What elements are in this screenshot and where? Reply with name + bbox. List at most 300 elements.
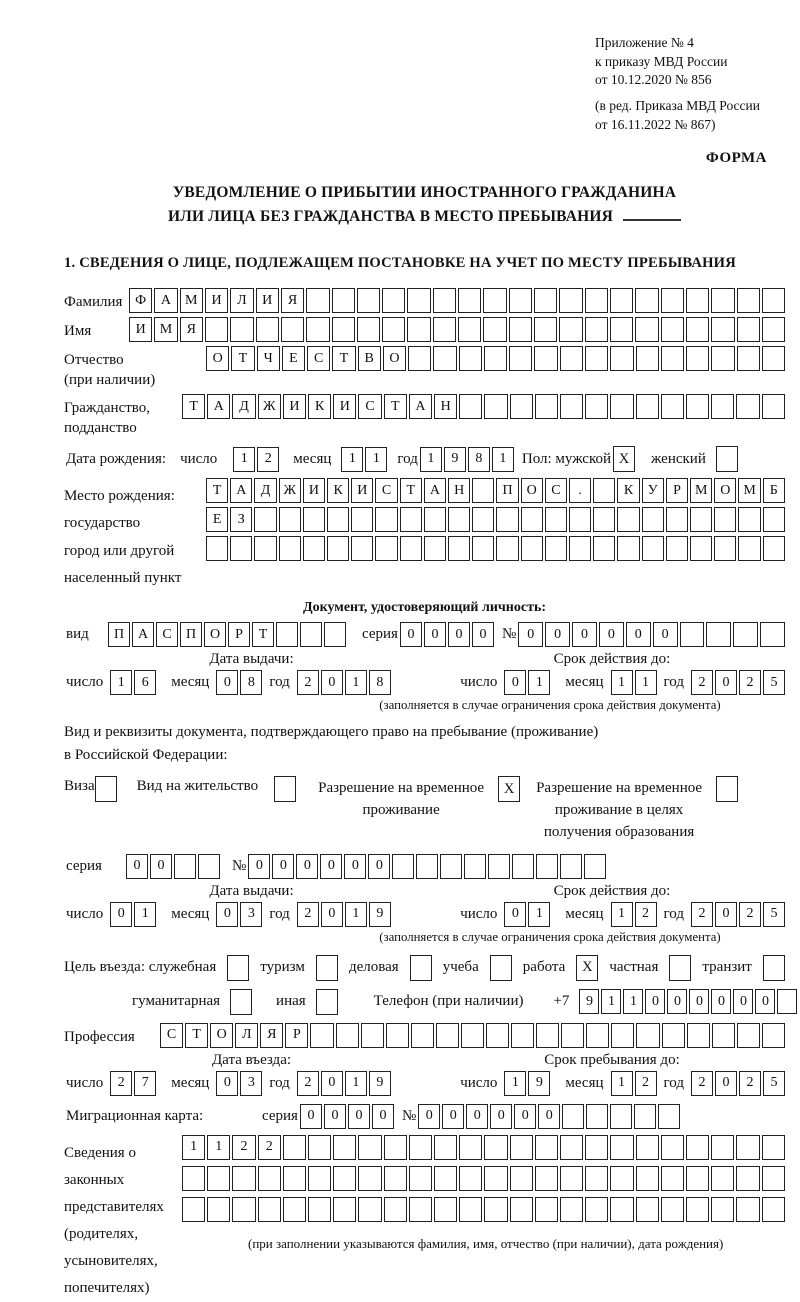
char-cell[interactable]: О [204, 622, 226, 647]
char-cell[interactable]: С [307, 346, 330, 371]
char-cell[interactable] [584, 854, 606, 879]
char-cell[interactable] [254, 507, 276, 532]
char-cell[interactable]: 0 [715, 670, 737, 695]
char-cell[interactable]: 1 [611, 1071, 633, 1096]
char-cell[interactable]: Р [285, 1023, 308, 1048]
char-cell[interactable] [206, 536, 228, 561]
char-cell[interactable] [448, 536, 470, 561]
char-cell[interactable]: 1 [345, 670, 367, 695]
char-cell[interactable]: Р [228, 622, 250, 647]
phone-cells[interactable] [579, 989, 797, 1014]
char-cell[interactable] [327, 536, 349, 561]
char-cell[interactable] [762, 394, 785, 419]
birthplace-cells-row3[interactable] [206, 536, 785, 561]
permit-issue-day-cells[interactable] [110, 902, 156, 927]
char-cell[interactable] [736, 394, 759, 419]
profession-cells[interactable] [160, 1023, 785, 1048]
char-cell[interactable]: 1 [623, 989, 643, 1014]
char-cell[interactable]: П [496, 478, 518, 503]
char-cell[interactable] [642, 536, 664, 561]
char-cell[interactable] [760, 622, 785, 647]
char-cell[interactable]: 2 [232, 1135, 255, 1160]
doc-valid-year-cells[interactable] [691, 670, 785, 695]
char-cell[interactable] [205, 317, 228, 342]
char-cell[interactable] [440, 854, 462, 879]
char-cell[interactable] [711, 1166, 734, 1191]
char-cell[interactable]: 9 [444, 447, 466, 472]
char-cell[interactable]: А [154, 288, 177, 313]
char-cell[interactable] [308, 1197, 331, 1222]
purpose-private-checkbox[interactable] [669, 955, 691, 981]
char-cell[interactable] [382, 288, 405, 313]
char-cell[interactable]: 0 [715, 1071, 737, 1096]
char-cell[interactable]: 0 [216, 1071, 238, 1096]
char-cell[interactable]: 0 [572, 622, 597, 647]
char-cell[interactable]: 0 [504, 902, 526, 927]
char-cell[interactable] [661, 288, 684, 313]
entry-month-cells[interactable] [216, 1071, 262, 1096]
char-cell[interactable]: 1 [420, 447, 442, 472]
char-cell[interactable] [711, 1135, 734, 1160]
permit-valid-year-cells[interactable] [691, 902, 785, 927]
char-cell[interactable]: Е [206, 507, 228, 532]
char-cell[interactable] [534, 288, 557, 313]
char-cell[interactable]: 0 [248, 854, 270, 879]
char-cell[interactable] [351, 507, 373, 532]
purpose-transit-checkbox[interactable] [763, 955, 785, 981]
char-cell[interactable]: П [108, 622, 130, 647]
char-cell[interactable] [762, 1197, 785, 1222]
char-cell[interactable] [300, 622, 322, 647]
char-cell[interactable] [276, 622, 298, 647]
char-cell[interactable]: 0 [344, 854, 366, 879]
char-cell[interactable]: 0 [272, 854, 294, 879]
char-cell[interactable] [384, 1166, 407, 1191]
char-cell[interactable] [424, 536, 446, 561]
char-cell[interactable]: Е [282, 346, 305, 371]
char-cell[interactable] [762, 1166, 785, 1191]
char-cell[interactable] [283, 1197, 306, 1222]
char-cell[interactable] [303, 536, 325, 561]
char-cell[interactable]: 7 [134, 1071, 156, 1096]
char-cell[interactable] [510, 394, 533, 419]
char-cell[interactable] [409, 1135, 432, 1160]
permit-valid-day-cells[interactable] [504, 902, 550, 927]
char-cell[interactable]: У [642, 478, 664, 503]
char-cell[interactable] [545, 507, 567, 532]
char-cell[interactable] [711, 346, 734, 371]
char-cell[interactable] [327, 507, 349, 532]
char-cell[interactable]: 8 [240, 670, 262, 695]
char-cell[interactable]: Т [231, 346, 254, 371]
char-cell[interactable] [593, 478, 615, 503]
sex-male-checkbox[interactable]: X [613, 446, 635, 472]
char-cell[interactable] [436, 1023, 459, 1048]
char-cell[interactable] [534, 346, 557, 371]
char-cell[interactable] [586, 1104, 608, 1129]
representatives-cells-row3[interactable] [182, 1197, 785, 1222]
char-cell[interactable]: 1 [110, 670, 132, 695]
char-cell[interactable] [737, 346, 760, 371]
char-cell[interactable] [510, 1197, 533, 1222]
char-cell[interactable] [610, 394, 633, 419]
birth-year-cells[interactable] [420, 447, 514, 472]
char-cell[interactable] [484, 346, 507, 371]
char-cell[interactable]: Я [260, 1023, 283, 1048]
char-cell[interactable]: Н [434, 394, 457, 419]
permit-valid-month-cells[interactable] [611, 902, 657, 927]
char-cell[interactable] [560, 394, 583, 419]
char-cell[interactable]: 0 [400, 622, 422, 647]
char-cell[interactable] [336, 1023, 359, 1048]
char-cell[interactable]: 0 [755, 989, 775, 1014]
char-cell[interactable]: П [180, 622, 202, 647]
char-cell[interactable] [324, 622, 346, 647]
char-cell[interactable] [521, 536, 543, 561]
char-cell[interactable]: . [569, 478, 591, 503]
char-cell[interactable]: 0 [110, 902, 132, 927]
char-cell[interactable] [610, 1166, 633, 1191]
char-cell[interactable]: 0 [538, 1104, 560, 1129]
char-cell[interactable] [585, 1197, 608, 1222]
char-cell[interactable]: 0 [324, 1104, 346, 1129]
char-cell[interactable]: 1 [345, 902, 367, 927]
permit-issue-month-cells[interactable] [216, 902, 262, 927]
char-cell[interactable]: М [738, 478, 760, 503]
char-cell[interactable] [279, 507, 301, 532]
entry-day-cells[interactable] [110, 1071, 156, 1096]
char-cell[interactable]: С [545, 478, 567, 503]
char-cell[interactable]: 2 [258, 1135, 281, 1160]
char-cell[interactable] [762, 346, 785, 371]
char-cell[interactable]: 0 [667, 989, 687, 1014]
char-cell[interactable] [562, 1104, 584, 1129]
char-cell[interactable] [610, 1104, 632, 1129]
char-cell[interactable] [686, 1166, 709, 1191]
char-cell[interactable] [706, 622, 731, 647]
char-cell[interactable] [635, 317, 658, 342]
char-cell[interactable]: 2 [257, 447, 279, 472]
char-cell[interactable]: 2 [739, 1071, 761, 1096]
char-cell[interactable]: И [303, 478, 325, 503]
char-cell[interactable] [358, 1197, 381, 1222]
char-cell[interactable] [392, 854, 414, 879]
char-cell[interactable] [686, 288, 709, 313]
char-cell[interactable]: 1 [134, 902, 156, 927]
char-cell[interactable] [434, 1135, 457, 1160]
char-cell[interactable]: 1 [345, 1071, 367, 1096]
char-cell[interactable] [569, 507, 591, 532]
char-cell[interactable] [333, 1135, 356, 1160]
char-cell[interactable]: 0 [150, 854, 172, 879]
char-cell[interactable] [686, 1197, 709, 1222]
char-cell[interactable] [258, 1197, 281, 1222]
char-cell[interactable]: Т [384, 394, 407, 419]
char-cell[interactable] [658, 1104, 680, 1129]
char-cell[interactable] [680, 622, 705, 647]
char-cell[interactable]: 0 [472, 622, 494, 647]
citizenship-cells[interactable] [182, 394, 785, 419]
char-cell[interactable] [408, 346, 431, 371]
char-cell[interactable]: 0 [216, 902, 238, 927]
char-cell[interactable]: 2 [297, 670, 319, 695]
char-cell[interactable]: 0 [321, 1071, 343, 1096]
char-cell[interactable] [303, 507, 325, 532]
char-cell[interactable] [496, 507, 518, 532]
char-cell[interactable] [182, 1166, 205, 1191]
char-cell[interactable]: 5 [763, 1071, 785, 1096]
char-cell[interactable]: Д [254, 478, 276, 503]
char-cell[interactable] [174, 854, 196, 879]
char-cell[interactable] [686, 317, 709, 342]
purpose-tourism-checkbox[interactable] [316, 955, 338, 981]
char-cell[interactable] [610, 1135, 633, 1160]
char-cell[interactable] [484, 1135, 507, 1160]
char-cell[interactable] [310, 1023, 333, 1048]
char-cell[interactable]: 2 [635, 1071, 657, 1096]
doc-number-cells[interactable] [518, 622, 785, 647]
char-cell[interactable]: 3 [240, 902, 262, 927]
char-cell[interactable] [687, 1023, 710, 1048]
stay-month-cells[interactable] [611, 1071, 657, 1096]
char-cell[interactable] [308, 1166, 331, 1191]
char-cell[interactable] [535, 1197, 558, 1222]
purpose-humanitarian-checkbox[interactable] [230, 989, 252, 1015]
char-cell[interactable] [409, 1166, 432, 1191]
char-cell[interactable] [642, 507, 664, 532]
char-cell[interactable] [617, 507, 639, 532]
char-cell[interactable]: 0 [320, 854, 342, 879]
char-cell[interactable]: 1 [341, 447, 363, 472]
char-cell[interactable]: 1 [207, 1135, 230, 1160]
doc-series-cells[interactable] [400, 622, 494, 647]
char-cell[interactable] [351, 536, 373, 561]
char-cell[interactable] [686, 1135, 709, 1160]
char-cell[interactable]: 9 [369, 902, 391, 927]
char-cell[interactable]: 0 [645, 989, 665, 1014]
char-cell[interactable] [593, 507, 615, 532]
char-cell[interactable] [511, 1023, 534, 1048]
char-cell[interactable]: 0 [599, 622, 624, 647]
char-cell[interactable] [636, 1197, 659, 1222]
char-cell[interactable]: 0 [514, 1104, 536, 1129]
char-cell[interactable] [714, 507, 736, 532]
char-cell[interactable]: Т [400, 478, 422, 503]
char-cell[interactable] [458, 317, 481, 342]
char-cell[interactable]: 9 [579, 989, 599, 1014]
char-cell[interactable]: 0 [626, 622, 651, 647]
char-cell[interactable]: 0 [504, 670, 526, 695]
char-cell[interactable]: А [132, 622, 154, 647]
mig-series-cells[interactable] [300, 1104, 394, 1129]
char-cell[interactable]: 3 [240, 1071, 262, 1096]
char-cell[interactable]: С [160, 1023, 183, 1048]
char-cell[interactable]: 0 [715, 902, 737, 927]
char-cell[interactable] [361, 1023, 384, 1048]
char-cell[interactable] [737, 1023, 760, 1048]
char-cell[interactable] [762, 288, 785, 313]
char-cell[interactable]: З [230, 507, 252, 532]
char-cell[interactable] [509, 288, 532, 313]
char-cell[interactable] [661, 1197, 684, 1222]
char-cell[interactable]: 0 [126, 854, 148, 879]
stay-day-cells[interactable] [504, 1071, 550, 1096]
char-cell[interactable] [738, 507, 760, 532]
char-cell[interactable]: 0 [466, 1104, 488, 1129]
char-cell[interactable] [207, 1166, 230, 1191]
char-cell[interactable] [464, 854, 486, 879]
doc-valid-month-cells[interactable] [611, 670, 657, 695]
char-cell[interactable]: Ч [257, 346, 280, 371]
char-cell[interactable] [434, 1197, 457, 1222]
char-cell[interactable] [459, 1197, 482, 1222]
permit-issue-year-cells[interactable] [297, 902, 391, 927]
char-cell[interactable] [585, 346, 608, 371]
char-cell[interactable] [232, 1166, 255, 1191]
char-cell[interactable] [560, 1197, 583, 1222]
char-cell[interactable] [416, 854, 438, 879]
char-cell[interactable] [536, 854, 558, 879]
char-cell[interactable]: Т [252, 622, 274, 647]
char-cell[interactable] [258, 1166, 281, 1191]
char-cell[interactable] [560, 1135, 583, 1160]
char-cell[interactable] [433, 317, 456, 342]
char-cell[interactable]: 0 [448, 622, 470, 647]
char-cell[interactable]: М [154, 317, 177, 342]
birthplace-cells-row1[interactable] [206, 478, 785, 503]
char-cell[interactable]: К [617, 478, 639, 503]
char-cell[interactable] [777, 989, 797, 1014]
char-cell[interactable]: 2 [691, 902, 713, 927]
char-cell[interactable]: И [333, 394, 356, 419]
char-cell[interactable] [737, 288, 760, 313]
char-cell[interactable] [521, 507, 543, 532]
char-cell[interactable]: 9 [369, 1071, 391, 1096]
char-cell[interactable] [535, 394, 558, 419]
stay-year-cells[interactable] [691, 1071, 785, 1096]
char-cell[interactable]: 2 [691, 1071, 713, 1096]
char-cell[interactable] [686, 346, 709, 371]
char-cell[interactable] [711, 1197, 734, 1222]
char-cell[interactable]: 2 [691, 670, 713, 695]
char-cell[interactable]: 0 [653, 622, 678, 647]
char-cell[interactable] [762, 1135, 785, 1160]
char-cell[interactable]: О [714, 478, 736, 503]
char-cell[interactable]: Т [185, 1023, 208, 1048]
char-cell[interactable] [386, 1023, 409, 1048]
char-cell[interactable]: 9 [528, 1071, 550, 1096]
char-cell[interactable] [411, 1023, 434, 1048]
char-cell[interactable]: 0 [368, 854, 390, 879]
purpose-official-checkbox[interactable] [227, 955, 249, 981]
char-cell[interactable] [593, 536, 615, 561]
char-cell[interactable]: 1 [611, 902, 633, 927]
char-cell[interactable]: А [230, 478, 252, 503]
char-cell[interactable] [762, 1023, 785, 1048]
char-cell[interactable]: 1 [601, 989, 621, 1014]
char-cell[interactable] [509, 317, 532, 342]
char-cell[interactable] [459, 346, 482, 371]
char-cell[interactable] [662, 1023, 685, 1048]
char-cell[interactable] [512, 854, 534, 879]
char-cell[interactable] [484, 1166, 507, 1191]
char-cell[interactable]: Т [332, 346, 355, 371]
char-cell[interactable] [610, 1197, 633, 1222]
char-cell[interactable] [661, 1135, 684, 1160]
char-cell[interactable] [230, 536, 252, 561]
char-cell[interactable] [585, 394, 608, 419]
purpose-study-checkbox[interactable] [490, 955, 512, 981]
char-cell[interactable]: 2 [110, 1071, 132, 1096]
char-cell[interactable]: 0 [296, 854, 318, 879]
char-cell[interactable] [382, 317, 405, 342]
char-cell[interactable] [634, 1104, 656, 1129]
char-cell[interactable] [736, 1135, 759, 1160]
char-cell[interactable] [488, 854, 510, 879]
char-cell[interactable] [375, 536, 397, 561]
char-cell[interactable]: И [283, 394, 306, 419]
char-cell[interactable]: И [256, 288, 279, 313]
birthplace-cells-row2[interactable] [206, 507, 785, 532]
doc-kind-cells[interactable] [108, 622, 346, 647]
char-cell[interactable]: 0 [372, 1104, 394, 1129]
char-cell[interactable] [198, 854, 220, 879]
char-cell[interactable]: О [206, 346, 229, 371]
char-cell[interactable] [182, 1197, 205, 1222]
char-cell[interactable] [560, 854, 582, 879]
char-cell[interactable] [661, 1166, 684, 1191]
representatives-cells-row1[interactable] [182, 1135, 785, 1160]
char-cell[interactable] [510, 1135, 533, 1160]
char-cell[interactable] [585, 1135, 608, 1160]
char-cell[interactable] [686, 394, 709, 419]
char-cell[interactable]: И [129, 317, 152, 342]
char-cell[interactable] [486, 1023, 509, 1048]
char-cell[interactable] [585, 317, 608, 342]
char-cell[interactable]: 0 [321, 670, 343, 695]
char-cell[interactable]: Л [235, 1023, 258, 1048]
char-cell[interactable]: Д [232, 394, 255, 419]
char-cell[interactable]: Ж [258, 394, 281, 419]
temp-residence-checkbox[interactable]: X [498, 776, 520, 802]
char-cell[interactable]: 1 [233, 447, 255, 472]
char-cell[interactable] [610, 346, 633, 371]
char-cell[interactable] [536, 1023, 559, 1048]
purpose-work-checkbox[interactable]: X [576, 955, 598, 981]
char-cell[interactable] [459, 1135, 482, 1160]
doc-issue-day-cells[interactable] [110, 670, 156, 695]
char-cell[interactable] [763, 536, 785, 561]
char-cell[interactable]: 6 [134, 670, 156, 695]
char-cell[interactable] [400, 536, 422, 561]
char-cell[interactable] [483, 288, 506, 313]
char-cell[interactable] [424, 507, 446, 532]
char-cell[interactable] [545, 536, 567, 561]
char-cell[interactable] [610, 317, 633, 342]
char-cell[interactable]: 0 [300, 1104, 322, 1129]
char-cell[interactable] [306, 288, 329, 313]
char-cell[interactable] [714, 536, 736, 561]
char-cell[interactable] [459, 394, 482, 419]
char-cell[interactable]: 1 [492, 447, 514, 472]
char-cell[interactable]: 0 [216, 670, 238, 695]
char-cell[interactable] [459, 1166, 482, 1191]
char-cell[interactable]: 1 [182, 1135, 205, 1160]
char-cell[interactable] [357, 288, 380, 313]
mig-number-cells[interactable] [418, 1104, 680, 1129]
char-cell[interactable]: Л [230, 288, 253, 313]
char-cell[interactable] [483, 317, 506, 342]
